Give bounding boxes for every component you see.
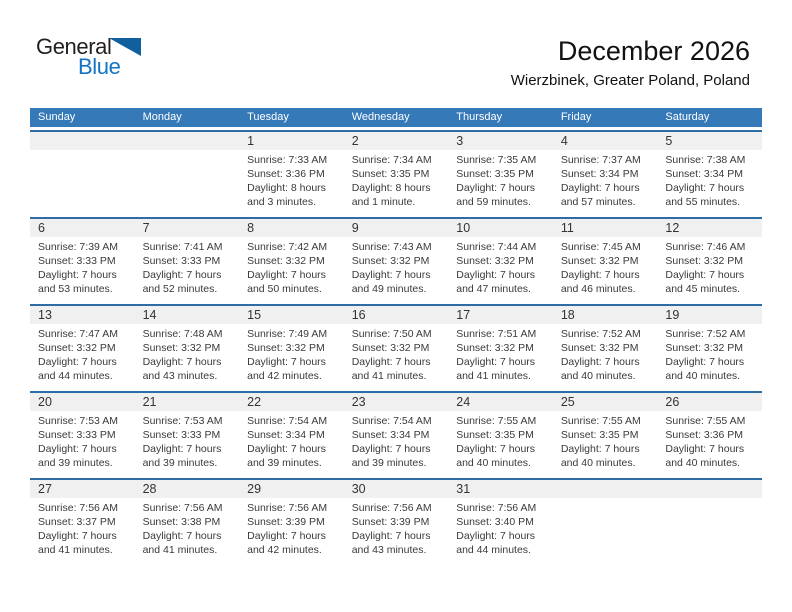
sunset-text: Sunset: 3:35 PM <box>456 168 534 180</box>
daylight-text: Daylight: 7 hours and 41 minutes. <box>351 356 431 382</box>
daylight-text: Daylight: 7 hours and 40 minutes. <box>665 356 745 382</box>
day-cell <box>657 306 762 391</box>
day-details <box>553 237 658 304</box>
daylight-text: Daylight: 7 hours and 39 minutes. <box>351 443 431 469</box>
sunset-text: Sunset: 3:32 PM <box>560 255 639 267</box>
day-details <box>344 498 449 565</box>
sunrise-text: Sunrise: 7:55 AM <box>560 415 641 427</box>
day-number: 25 <box>560 395 575 409</box>
sunrise-text: Sunrise: 7:38 AM <box>665 154 746 166</box>
logo-text-general: General <box>36 34 112 59</box>
daylight-text: Daylight: 7 hours and 41 minutes. <box>38 530 117 556</box>
day-cell <box>30 306 135 391</box>
daylight-text: Daylight: 7 hours and 50 minutes. <box>247 269 326 295</box>
day-details <box>239 324 344 391</box>
page-header <box>0 0 792 98</box>
sunrise-text: Sunrise: 7:39 AM <box>38 241 118 253</box>
day-number: 23 <box>351 395 366 409</box>
date-strip <box>553 393 658 411</box>
daylight-text: Daylight: 7 hours and 49 minutes. <box>351 269 431 295</box>
calendar-grid <box>30 130 762 565</box>
date-strip <box>239 393 344 411</box>
sunset-text: Sunset: 3:33 PM <box>142 255 221 267</box>
day-number: 27 <box>38 482 52 496</box>
sunset-text: Sunset: 3:32 PM <box>456 342 534 354</box>
daylight-text: Daylight: 7 hours and 40 minutes. <box>560 443 640 469</box>
day-details <box>30 324 135 391</box>
day-cell <box>344 219 449 304</box>
day-details <box>448 150 553 217</box>
day-cell <box>239 306 344 391</box>
daylight-text: Daylight: 7 hours and 42 minutes. <box>247 356 326 382</box>
daylight-text: Daylight: 7 hours and 44 minutes. <box>456 530 536 556</box>
day-number: 13 <box>38 308 52 322</box>
day-details <box>239 237 344 304</box>
day-cell <box>448 393 553 478</box>
daylight-text: Daylight: 7 hours and 39 minutes. <box>247 443 326 469</box>
day-cell <box>239 393 344 478</box>
sunset-text: Sunset: 3:34 PM <box>560 168 639 180</box>
day-number: 20 <box>38 395 52 409</box>
day-cell <box>344 480 449 565</box>
sunset-text: Sunset: 3:33 PM <box>38 255 116 267</box>
day-number: 31 <box>456 482 471 496</box>
sunset-text: Sunset: 3:32 PM <box>456 255 534 267</box>
day-number: 2 <box>351 134 359 148</box>
date-strip <box>344 480 449 498</box>
daylight-text: Daylight: 7 hours and 43 minutes. <box>142 356 222 382</box>
sunset-text: Sunset: 3:37 PM <box>38 516 116 528</box>
day-details <box>448 237 553 304</box>
date-strip <box>448 306 553 324</box>
daylight-text: Daylight: 7 hours and 43 minutes. <box>351 530 431 556</box>
week-row <box>30 304 762 391</box>
day-cell <box>657 480 762 565</box>
sunrise-text: Sunrise: 7:52 AM <box>560 328 641 340</box>
sunset-text: Sunset: 3:34 PM <box>665 168 744 180</box>
day-cell <box>239 132 344 217</box>
day-details <box>553 150 658 217</box>
day-cell <box>344 306 449 391</box>
day-details <box>344 324 449 391</box>
date-strip <box>553 132 658 150</box>
sunrise-text: Sunrise: 7:42 AM <box>247 241 328 253</box>
date-strip <box>344 219 449 237</box>
date-strip <box>657 480 762 498</box>
date-strip <box>239 219 344 237</box>
date-strip <box>553 306 658 324</box>
date-strip <box>553 219 658 237</box>
day-number: 7 <box>142 221 150 235</box>
date-strip <box>553 480 658 498</box>
day-number: 22 <box>247 395 262 409</box>
sunrise-text: Sunrise: 7:49 AM <box>247 328 328 340</box>
day-cell <box>30 219 135 304</box>
date-strip <box>344 132 449 150</box>
week-row <box>30 130 762 217</box>
daylight-text: Daylight: 8 hours and 1 minute. <box>351 182 431 208</box>
day-cell <box>657 393 762 478</box>
sunrise-text: Sunrise: 7:35 AM <box>456 154 537 166</box>
day-cell <box>553 393 658 478</box>
day-number: 11 <box>560 221 574 235</box>
day-cell <box>135 132 240 217</box>
daylight-text: Daylight: 7 hours and 45 minutes. <box>665 269 745 295</box>
sunset-text: Sunset: 3:32 PM <box>351 342 430 354</box>
day-cell <box>448 219 553 304</box>
daylight-text: Daylight: 7 hours and 47 minutes. <box>456 269 536 295</box>
day-number: 12 <box>665 221 680 235</box>
day-number: 18 <box>560 308 575 322</box>
daylight-text: Daylight: 7 hours and 39 minutes. <box>142 443 222 469</box>
sunset-text: Sunset: 3:32 PM <box>142 342 221 354</box>
daylight-text: Daylight: 7 hours and 53 minutes. <box>38 269 117 295</box>
day-number: 9 <box>351 221 359 235</box>
weekday-header-tuesday: Tuesday <box>247 111 289 123</box>
day-cell <box>448 132 553 217</box>
date-strip <box>30 393 135 411</box>
day-details <box>657 150 762 217</box>
day-cell <box>30 393 135 478</box>
day-details <box>448 411 553 478</box>
title-block <box>511 36 750 92</box>
day-cell <box>135 219 240 304</box>
sunrise-text: Sunrise: 7:54 AM <box>247 415 328 427</box>
day-details <box>344 237 449 304</box>
day-cell <box>553 306 658 391</box>
day-details <box>30 498 135 565</box>
day-details <box>553 411 658 478</box>
date-strip <box>448 132 553 150</box>
day-cell <box>30 480 135 565</box>
day-details <box>135 150 240 217</box>
sunset-text: Sunset: 3:40 PM <box>456 516 534 528</box>
day-number: 24 <box>456 395 471 409</box>
sunrise-text: Sunrise: 7:48 AM <box>142 328 223 340</box>
date-strip <box>239 132 344 150</box>
sunrise-text: Sunrise: 7:43 AM <box>351 241 432 253</box>
day-details <box>135 324 240 391</box>
day-cell <box>553 219 658 304</box>
day-details <box>239 498 344 565</box>
calendar <box>30 108 762 565</box>
day-number: 26 <box>665 395 680 409</box>
sunset-text: Sunset: 3:36 PM <box>665 429 744 441</box>
sunset-text: Sunset: 3:35 PM <box>456 429 534 441</box>
daylight-text: Daylight: 7 hours and 40 minutes. <box>665 443 745 469</box>
weekday-header-friday: Friday <box>560 111 592 123</box>
date-strip <box>657 393 762 411</box>
date-strip <box>135 480 240 498</box>
day-cell <box>448 480 553 565</box>
date-strip <box>448 480 553 498</box>
sunrise-text: Sunrise: 7:41 AM <box>142 241 223 253</box>
daylight-text: Daylight: 7 hours and 46 minutes. <box>560 269 640 295</box>
sunrise-text: Sunrise: 7:55 AM <box>665 415 746 427</box>
day-number: 17 <box>456 308 471 322</box>
day-number: 29 <box>247 482 262 496</box>
sunset-text: Sunset: 3:33 PM <box>142 429 221 441</box>
day-details <box>135 237 240 304</box>
day-cell <box>553 132 658 217</box>
day-cell <box>553 480 658 565</box>
day-details <box>135 498 240 565</box>
weekday-header-monday: Monday <box>142 111 182 123</box>
day-details <box>135 411 240 478</box>
sunrise-text: Sunrise: 7:56 AM <box>142 502 223 514</box>
day-details <box>657 324 762 391</box>
day-details <box>344 411 449 478</box>
day-cell <box>135 480 240 565</box>
sunset-text: Sunset: 3:32 PM <box>665 255 744 267</box>
day-cell <box>344 132 449 217</box>
sunset-text: Sunset: 3:34 PM <box>247 429 325 441</box>
day-details <box>30 150 135 217</box>
sunset-text: Sunset: 3:34 PM <box>351 429 430 441</box>
week-row <box>30 391 762 478</box>
sunrise-text: Sunrise: 7:45 AM <box>560 241 641 253</box>
day-cell <box>239 219 344 304</box>
sunset-text: Sunset: 3:32 PM <box>351 255 430 267</box>
sunrise-text: Sunrise: 7:46 AM <box>665 241 746 253</box>
daylight-text: Daylight: 7 hours and 55 minutes. <box>665 182 745 208</box>
daylight-text: Daylight: 7 hours and 40 minutes. <box>560 356 640 382</box>
day-details <box>657 411 762 478</box>
day-details <box>657 498 762 565</box>
daylight-text: Daylight: 7 hours and 40 minutes. <box>456 443 536 469</box>
day-details <box>448 498 553 565</box>
sunrise-text: Sunrise: 7:54 AM <box>351 415 432 427</box>
date-strip <box>135 219 240 237</box>
sunrise-text: Sunrise: 7:55 AM <box>456 415 537 427</box>
day-details <box>239 150 344 217</box>
location-subtitle: Wierzbinek, Greater Poland, Poland <box>510 72 750 89</box>
daylight-text: Daylight: 7 hours and 41 minutes. <box>142 530 222 556</box>
sunset-text: Sunset: 3:32 PM <box>38 342 116 354</box>
sunrise-text: Sunrise: 7:33 AM <box>247 154 328 166</box>
date-strip <box>344 393 449 411</box>
sunrise-text: Sunrise: 7:56 AM <box>247 502 328 514</box>
day-details <box>553 498 658 565</box>
weekday-header-wednesday: Wednesday <box>351 111 410 123</box>
day-details <box>30 237 135 304</box>
weekday-header-saturday: Saturday <box>665 111 710 123</box>
date-strip <box>657 219 762 237</box>
daylight-text: Daylight: 7 hours and 41 minutes. <box>456 356 536 382</box>
day-cell <box>135 393 240 478</box>
sunrise-text: Sunrise: 7:53 AM <box>142 415 223 427</box>
sunset-text: Sunset: 3:38 PM <box>142 516 221 528</box>
weekday-header-thursday: Thursday <box>456 111 503 123</box>
day-number: 30 <box>351 482 366 496</box>
day-cell <box>135 306 240 391</box>
day-number: 6 <box>38 221 45 235</box>
sunset-text: Sunset: 3:35 PM <box>351 168 430 180</box>
logo-text-blue: Blue <box>78 54 121 79</box>
day-number: 14 <box>142 308 157 322</box>
sunrise-text: Sunrise: 7:53 AM <box>38 415 118 427</box>
sunset-text: Sunset: 3:32 PM <box>247 255 325 267</box>
day-details <box>657 237 762 304</box>
date-strip <box>239 306 344 324</box>
date-strip <box>448 219 553 237</box>
week-row <box>30 217 762 304</box>
sunset-text: Sunset: 3:32 PM <box>247 342 325 354</box>
sunrise-text: Sunrise: 7:44 AM <box>456 241 537 253</box>
date-strip <box>657 306 762 324</box>
sunset-text: Sunset: 3:32 PM <box>560 342 639 354</box>
sunrise-text: Sunrise: 7:51 AM <box>456 328 537 340</box>
week-row <box>30 478 762 565</box>
daylight-text: Daylight: 7 hours and 39 minutes. <box>38 443 117 469</box>
sunrise-text: Sunrise: 7:56 AM <box>38 502 118 514</box>
daylight-text: Daylight: 8 hours and 3 minutes. <box>247 182 326 208</box>
day-cell <box>657 219 762 304</box>
sunset-text: Sunset: 3:39 PM <box>247 516 325 528</box>
day-cell <box>239 480 344 565</box>
date-strip <box>30 219 135 237</box>
day-details <box>30 411 135 478</box>
general-blue-logo <box>36 36 156 82</box>
daylight-text: Daylight: 7 hours and 59 minutes. <box>456 182 536 208</box>
day-number: 21 <box>142 395 157 409</box>
day-number: 28 <box>142 482 157 496</box>
daylight-text: Daylight: 7 hours and 52 minutes. <box>142 269 222 295</box>
date-strip <box>239 480 344 498</box>
day-number: 19 <box>665 308 680 322</box>
weekday-header-sunday: Sunday <box>38 111 76 123</box>
sunrise-text: Sunrise: 7:56 AM <box>456 502 537 514</box>
day-cell <box>657 132 762 217</box>
day-number: 5 <box>665 134 673 148</box>
day-number: 4 <box>560 134 568 148</box>
day-number: 10 <box>456 221 471 235</box>
sunrise-text: Sunrise: 7:52 AM <box>665 328 746 340</box>
sunrise-text: Sunrise: 7:56 AM <box>351 502 432 514</box>
date-strip <box>135 393 240 411</box>
date-strip <box>448 393 553 411</box>
day-number: 1 <box>247 134 255 148</box>
daylight-text: Daylight: 7 hours and 44 minutes. <box>38 356 117 382</box>
weekday-header-row <box>30 108 762 127</box>
day-details <box>239 411 344 478</box>
sunset-text: Sunset: 3:39 PM <box>351 516 430 528</box>
date-strip <box>30 306 135 324</box>
date-strip <box>135 306 240 324</box>
sunset-text: Sunset: 3:35 PM <box>560 429 639 441</box>
sunset-text: Sunset: 3:36 PM <box>247 168 325 180</box>
day-number: 15 <box>247 308 262 322</box>
day-number: 3 <box>456 134 464 148</box>
day-details <box>553 324 658 391</box>
date-strip <box>344 306 449 324</box>
sunset-text: Sunset: 3:33 PM <box>38 429 116 441</box>
day-number: 16 <box>351 308 366 322</box>
daylight-text: Daylight: 7 hours and 57 minutes. <box>560 182 640 208</box>
day-details <box>448 324 553 391</box>
sunset-text: Sunset: 3:32 PM <box>665 342 744 354</box>
sunrise-text: Sunrise: 7:47 AM <box>38 328 118 340</box>
day-number: 8 <box>247 221 255 235</box>
date-strip <box>30 132 135 150</box>
day-cell <box>30 132 135 217</box>
day-details <box>344 150 449 217</box>
daylight-text: Daylight: 7 hours and 42 minutes. <box>247 530 326 556</box>
date-strip <box>135 132 240 150</box>
day-cell <box>448 306 553 391</box>
sunrise-text: Sunrise: 7:50 AM <box>351 328 432 340</box>
sunrise-text: Sunrise: 7:34 AM <box>351 154 432 166</box>
sunrise-text: Sunrise: 7:37 AM <box>560 154 641 166</box>
date-strip <box>30 480 135 498</box>
day-cell <box>344 393 449 478</box>
date-strip <box>657 132 762 150</box>
month-title: December 2026 <box>557 36 750 66</box>
